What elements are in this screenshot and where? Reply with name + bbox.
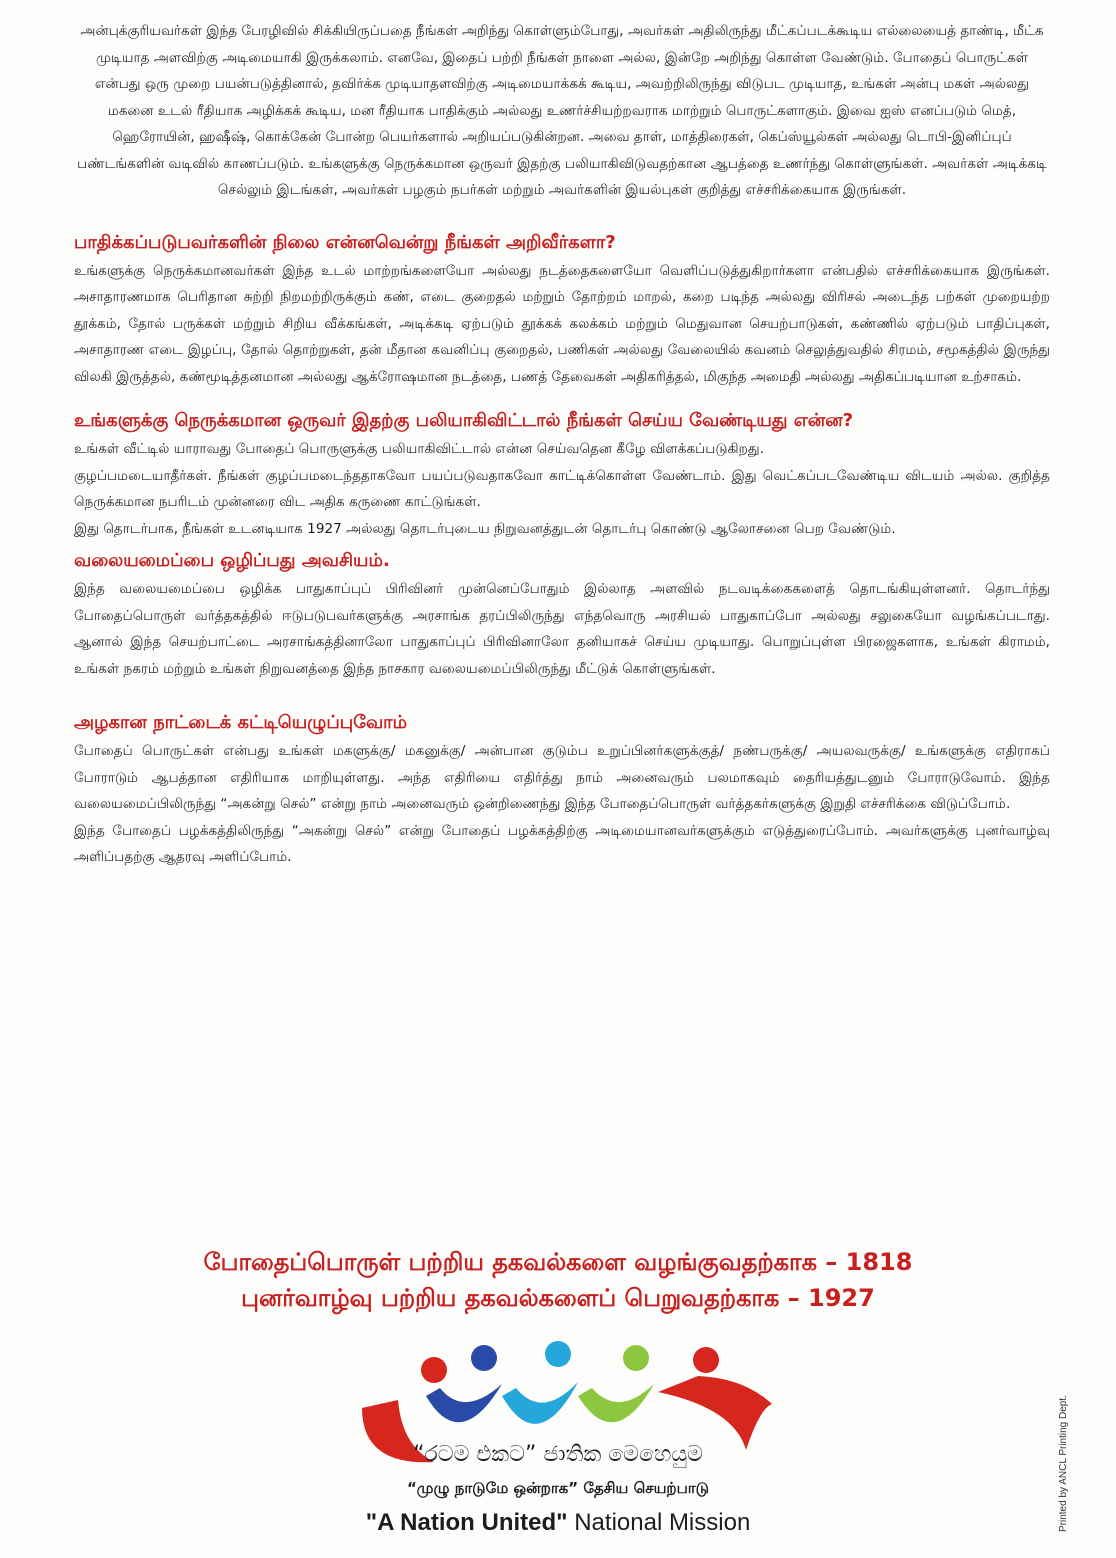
intro-paragraph: அன்புக்குரியவர்கள் இந்த பேரழிவில் சிக்கியிருப்பதை நீங்கள் அறிந்து கொள்ளும்போது, அவர்கள் அதிலிருந்து மீட்கப்படக்கூடிய எல்லையைத் தாண்டி, மீட்க முடியாத அளவிற்கு அடிமையாகி இருக்கலாம். எனவே, இதைப் பற்றி நீங்கள் நாளை அல்ல, இன்றே அறிந்து கொள்ள வேண்டும். போதைப் பொருட்கள் என்பது ஒரு முறை பயன்படுத்தினால், தவிர்க்க முடியாதளவிற்கு அடிமையாக்கக் கூடிய, அவற்றிலிருந்து விடுபட முடியாத, உங்கள் அன்பு மகள் அல்லது மகனை உடல் ரீதியாக அழிக்கக் கூடிய, மன ரீதியாக பாதிக்கும் அல்லது உணர்ச்சியற்றவராக மாற்றும் பொருட்களாகும். இவை ஐஸ் எனப்படும் மெத், ஹெரோயின், ஹஷீஷ், கொக்கேன் போன்ற பெயர்களால் அறியப்படுகின்றன. அவை தாள், மாத்திரைகள், கெப்ஸ்யூல்கள் அல்லது டொபி-இனிப்புப் பண்டங்களின் வடிவில் காணப்படும். உங்களுக்கு நெருக்கமான ஒருவர் இதற்கு பலியாகிவிடுவதற்கான ஆபத்தை உணர்ந்து கொள்ளுங்கள். அவர்கள் அடிக்கடி செல்லும் இடங்கள், அவர்கள் பழகும் நபர்கள் மற்றும் அவர்களின் இயல்புகள் குறித்து எச்சரிக்கையாக இருங்கள். (77, 23, 1047, 198)
logo-figure-head (623, 1345, 649, 1371)
nation-paragraph-1: போதைப் பொருட்கள் என்பது உங்கள் மகளுக்கு/ மகனுக்கு/ அன்பான குடும்ப உறுப்பினர்களுக்குத்/ நண்பருக்கு/ அயலவருக்கு/ உங்களுக்கு எதிராகப் போராடும் ஆபத்தான எதிரியாக மாறியுள்ளது. அந்த எதிரியை எதிர்த்து நாம் அனைவரும் பலமாகவும் தைரியத்துடனும் போராடுவோம். இந்த வலையமைப்பிலிருந்து “அகன்று செல்” என்று நாம் அனைவரும் ஒன்றிணைந்து இந்த போதைப்பொருள் வர்த்தகர்களுக்கு இறுதி எச்சரிக்கை விடுப்போம். (74, 743, 1050, 812)
mission-name-sinhala: “රටම එකට” ජාතික මෙහෙයුම (413, 1442, 703, 1467)
logo-figure-head (421, 1357, 447, 1383)
logo-figure-body (426, 1384, 502, 1422)
action-paragraph-1: உங்கள் வீட்டில் யாராவது போதைப் பொருளுக்கு பலியாகிவிட்டால் என்ன செய்வதென கீழே விளக்கப்படுகிறது. (74, 441, 765, 457)
nation-paragraph-2: இந்த போதைப் பழக்கத்திலிருந்து “அகன்று செல்” என்று போதைப் பழக்கத்திற்கு அடிமையானவர்களுக்கும் எடுத்துரைப்போம். அவர்களுக்கு புனர்வாழ்வு அளிப்பதற்கு ஆதரவு அளிப்போம். (74, 822, 1050, 865)
flyer-body (74, 18, 1050, 871)
action-paragraph-2: குழப்பமடையாதீர்கள். நீங்கள் குழப்பமடைந்ததாகவோ பயப்படுவதாகவோ காட்டிக்கொள்ள வேண்டாம். இது வெட்கப்படவேண்டிய விடயம் அல்ல. குறித்த நெருக்கமான நபரிடம் முன்னரை விட அதிக கருணை காட்டுங்கள். (74, 467, 1050, 510)
logo-figure-body (658, 1376, 772, 1450)
mission-name-tamil: “முழு நாடுமே ஒன்றாக” தேசிய செயற்பாடு (406, 1479, 710, 1497)
nation-heading: அழகான நாட்டைக் கட்டியெழுப்புவோம் (74, 712, 408, 733)
hotline-drug-info: போதைப்பொருள் பற்றிய தகவல்களை வழங்குவதற்காக – 1818 (203, 1248, 913, 1276)
printer-credit: Printed by ANCL Printing Dept. (1058, 1395, 1069, 1532)
logo-figure-head (693, 1347, 719, 1373)
hotline-block (0, 1244, 1116, 1316)
action-paragraph-3: இது தொடர்பாக, நீங்கள் உடனடியாக 1927 அல்லது தொடர்புடைய நிறுவனத்துடன் தொடர்பு கொண்டு ஆலோசனை பெற வேண்டும். (74, 520, 896, 537)
logo-figure-head (471, 1345, 497, 1371)
symptoms-heading: பாதிக்கப்படுபவர்களின் நிலை என்னவென்று நீங்கள் அறிவீர்களா? (74, 231, 616, 253)
mission-name-english (0, 1508, 1116, 1538)
hotline-rehabilitation: புனர்வாழ்வு பற்றிய தகவல்களைப் பெறுவதற்காக – 1927 (241, 1284, 875, 1312)
logo-figure-head (545, 1341, 571, 1367)
mission-english-rest: National Mission (567, 1509, 751, 1536)
symptoms-paragraph: உங்களுக்கு நெருக்கமானவர்கள் இந்த உடல் மாற்றங்களையோ அல்லது நடத்தைகளையோ வெளிப்படுத்துகிறார்களா என்பதில் எச்சரிக்கையாக இருங்கள். அசாதாரணமாக பெரிதான சுற்றி நிறமற்றிருக்கும் கண், எடை குறைதல் மற்றும் தோற்றம் மாறல், கறை படிந்த அல்லது விரிசல் அடைந்த பற்கள் முறையற்ற தூக்கம், தோல் பருக்கள் மற்றும் சிறிய வீக்கங்கள், அடிக்கடி ஏற்படும் தூக்கக் கலக்கம் மற்றும் மெதுவான செயற்பாடுகள், கண்ணில் ஏற்படும் பாதிப்புகள், அசாதாரண எடை இழப்பு, தோல் தொற்றுகள், தன் மீதான கவனிப்பு குறைதல், பணிகள் அல்லது வேலையில் கவனம் செலுத்துவதில் சிரமம், சமூகத்தில் இருந்து விலகி இருத்தல், கண்மூடித்தனமான அல்லது ஆக்ரோஷமான நடத்தை, பணத் தேவைகள் அதிகரித்தல், மிகுந்த அமைதி அல்லது அதிகப்படியான உற்சாகம். (74, 262, 1050, 385)
network-paragraph: இந்த வலையமைப்பை ஒழிக்க பாதுகாப்புப் பிரிவினர் முன்னெப்போதும் இல்லாத அளவில் நடவடிக்கைகளைத் தொடங்கியுள்ளனர். தொடர்ந்து போதைப்பொருள் வர்த்தகத்தில் ஈடுபடுபவர்களுக்கு அரசாங்க தரப்பிலிருந்து எந்தவொரு அரசியல் பாதுகாப்போ அல்லது சலுகையோ வழங்கப்படாது. ஆனால் இந்த செயற்பாட்டை அரசாங்கத்தினாலோ பாதுகாப்புப் பிரிவினாலோ தனியாகச் செய்ய முடியாது. பொறுப்புள்ள பிரஜைகளாக, உங்கள் கிராமம், உங்கள் நகரம் மற்றும் உங்கள் நிறுவனத்தை இந்த நாசகார வலையமைப்பிலிருந்து மீட்டுக் கொள்ளுங்கள். (74, 581, 1050, 677)
action-heading: உங்களுக்கு நெருக்கமான ஒருவர் இதற்கு பலியாகிவிட்டால் நீங்கள் செய்ய வேண்டியது என்ன? (74, 410, 854, 431)
logo-figure-body (578, 1384, 654, 1422)
network-heading: வலையமைப்பை ஒழிப்பது அவசியம். (74, 550, 390, 571)
logo-figure-body (502, 1382, 578, 1424)
mission-english-quoted: "A Nation United" (365, 1509, 568, 1536)
